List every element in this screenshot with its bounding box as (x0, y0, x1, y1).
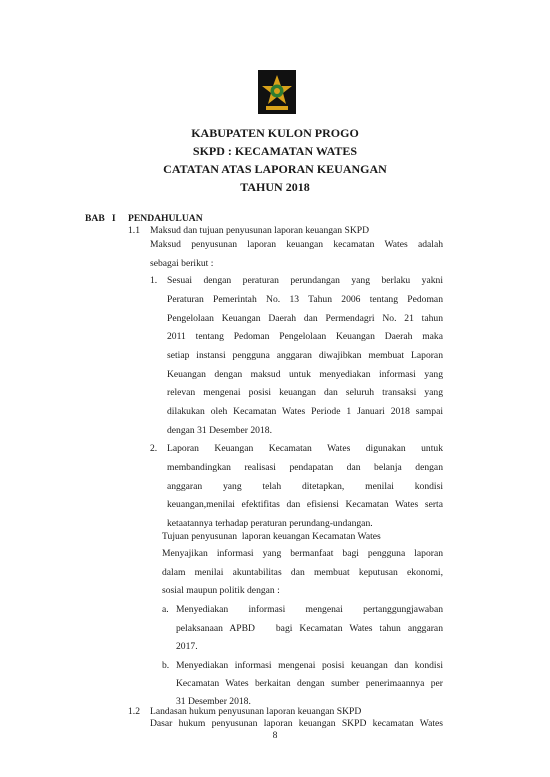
list-marker: b. (162, 660, 170, 671)
kulon-progo-emblem-icon (258, 70, 296, 114)
section-1-2-title: Landasan hukum penyusunan laporan keuangan SKPD (150, 706, 362, 717)
paragraph-line: sebagai berikut : (150, 258, 214, 269)
list-item-line: 2017. (176, 641, 198, 652)
list-item-line: pelaksanaan APBD bagi Kecamatan Wates tahun anggaran (176, 623, 443, 634)
list-item-line: Menyediakan informasi mengenai pertanggungjawaban (176, 604, 443, 615)
paragraph-line: Maksud penyusunan laporan keuangan kecamatan Wates adalah (150, 239, 443, 250)
header-line-4: TAHUN 2018 (240, 180, 310, 194)
list-item-line: Menyediakan informasi mengenai posisi keuangan dan kondisi (176, 660, 443, 671)
list-item-line: Keuangan dengan maksud untuk menyediakan informasi yang (167, 369, 443, 380)
header-line-2: SKPD : KECAMATAN WATES (192, 144, 358, 158)
list-marker: 2. (150, 443, 158, 454)
list-item-line: 31 Desember 2018. (176, 696, 251, 707)
list-item-line: ketaatannya terhadap peraturan perundang-undangan. (167, 518, 373, 529)
paragraph-line: sosial maupun politik dengan : (162, 585, 280, 596)
page-number: 8 (272, 730, 278, 741)
paragraph-line: Dasar hukum penyusunan laporan keuangan SKPD kecamatan Wates (150, 718, 443, 729)
list-item-line: anggaran yang telah ditetapkan, menilai kondisi (167, 481, 443, 492)
chapter-title: PENDAHULUAN (128, 213, 203, 224)
chapter-label: BAB I (85, 213, 116, 224)
purpose-title: Tujuan penyusunan laporan keuangan Kecamatan Wates (162, 531, 381, 542)
list-marker: a. (162, 604, 169, 615)
list-item-line: Peraturan Pemerintah No. 13 Tahun 2006 tentang Pedoman (167, 294, 443, 305)
section-1-1-title: Maksud dan tujuan penyusunan laporan keuangan SKPD (150, 225, 370, 236)
list-item-line: Laporan Keuangan Kecamatan Wates digunakan untuk (167, 443, 443, 454)
paragraph-line: Menyajikan informasi yang bermanfaat bagi pengguna laporan (162, 548, 443, 559)
header-line-1: KABUPATEN KULON PROGO (191, 126, 359, 140)
list-item-line: Kecamatan Wates berkaitan dengan sumber penerimaannya per (176, 678, 443, 689)
paragraph-line: dalam menilai akuntabilitas dan membuat keputusan ekonomi, (162, 567, 443, 578)
list-item-line: keuangan,menilai efektifitas dan efisiensi Kecamatan Wates serta (167, 499, 443, 510)
list-item-line: setiap instansi pengguna anggaran diwajibkan membuat Laporan (167, 350, 443, 361)
list-item-line: dilakukan oleh Kecamatan Wates Periode 1 Januari 2018 sampai (167, 406, 443, 417)
list-item-line: 2011 tentang Pedoman Pengelolaan Keuangan Daerah maka (167, 331, 443, 342)
list-marker: 1. (150, 275, 158, 286)
list-item-line: Sesuai dengan peraturan perundangan yang berlaku yakni (167, 275, 443, 286)
list-item-line: membandingkan realisasi pendapatan dan belanja dengan (167, 462, 443, 473)
header-line-3: CATATAN ATAS LAPORAN KEUANGAN (163, 162, 387, 176)
list-item-line: Pengelolaan Keuangan Daerah dan Permendagri No. 21 tahun (167, 313, 443, 324)
list-item-line: relevan mengenai posisi keuangan dan seluruh transaksi yang (167, 387, 443, 398)
section-1-2-number: 1.2 (128, 706, 140, 717)
section-1-1-number: 1.1 (128, 225, 140, 236)
list-item-line: dengan 31 Desember 2018. (167, 425, 272, 436)
